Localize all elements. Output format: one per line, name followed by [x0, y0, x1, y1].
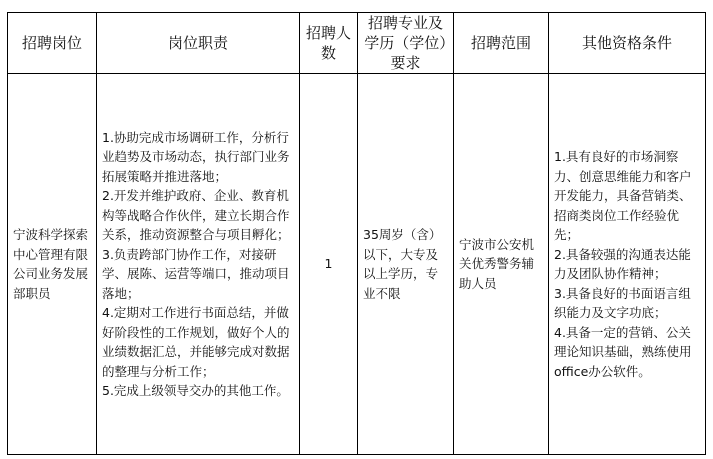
qualification-item: 3.具备良好的书面语言组织能力及文字功底； [554, 285, 691, 320]
duty-item: 3.负责跨部门协作工作，对接研学、展陈、运营等端口，推动项目落地； [102, 246, 290, 301]
cell-duties [97, 74, 300, 455]
scope-text: 宁波市公安机关优秀警务辅助人员 [459, 236, 535, 291]
header-position: 招聘岗位 [8, 13, 97, 74]
qualification-item: 2.具备较强的沟通表达能力及团队协作精神； [554, 246, 691, 281]
recruitment-table [7, 12, 706, 455]
cell-headcount [300, 74, 358, 455]
headcount-value: 1 [324, 256, 333, 272]
header-scope: 招聘范围 [454, 13, 549, 74]
header-duties: 岗位职责 [97, 13, 300, 74]
duty-item: 1.协助完成市场调研工作，分析行业趋势及市场动态，执行部门业务拓展策略并推进落地； [102, 129, 290, 184]
duty-item: 5.完成上级领导交办的其他工作。 [102, 383, 289, 398]
cell-scope [454, 74, 549, 455]
major-education-text: 35周岁（含）以下，大专及以上学历，专业不限 [363, 227, 442, 301]
qualifications-list [554, 147, 700, 381]
duty-item: 2.开发并维护政府、企业、教育机构等战略合作伙伴，建立长期合作关系，推动资源整合与项目孵化； [102, 188, 290, 242]
cell-position [8, 74, 97, 455]
cell-other [549, 74, 706, 455]
duties-list [102, 128, 294, 401]
cell-major-education [358, 74, 454, 455]
header-headcount: 招聘人数 [300, 13, 358, 74]
header-other: 其他资格条件 [549, 13, 706, 74]
header-major-education: 招聘专业及学历（学位）要求 [358, 13, 454, 74]
position-text: 宁波科学探索中心管理有限公司业务发展部职员 [13, 227, 89, 301]
header-row [8, 13, 706, 74]
qualification-item: 4.具备一定的营销、公关理论知识基础，熟练使用office办公软件。 [554, 324, 692, 379]
duty-item: 4.定期对工作进行书面总结，并做好阶段性的工作规划，做好个人的业绩数据汇总，并能够完成对数据的整理与分析工作； [102, 305, 290, 379]
qualification-item: 1.具有良好的市场洞察力、创意思维能力和客户开发能力，具备营销类、招商类岗位工作经验优先； [554, 149, 692, 242]
table-row [8, 74, 706, 455]
